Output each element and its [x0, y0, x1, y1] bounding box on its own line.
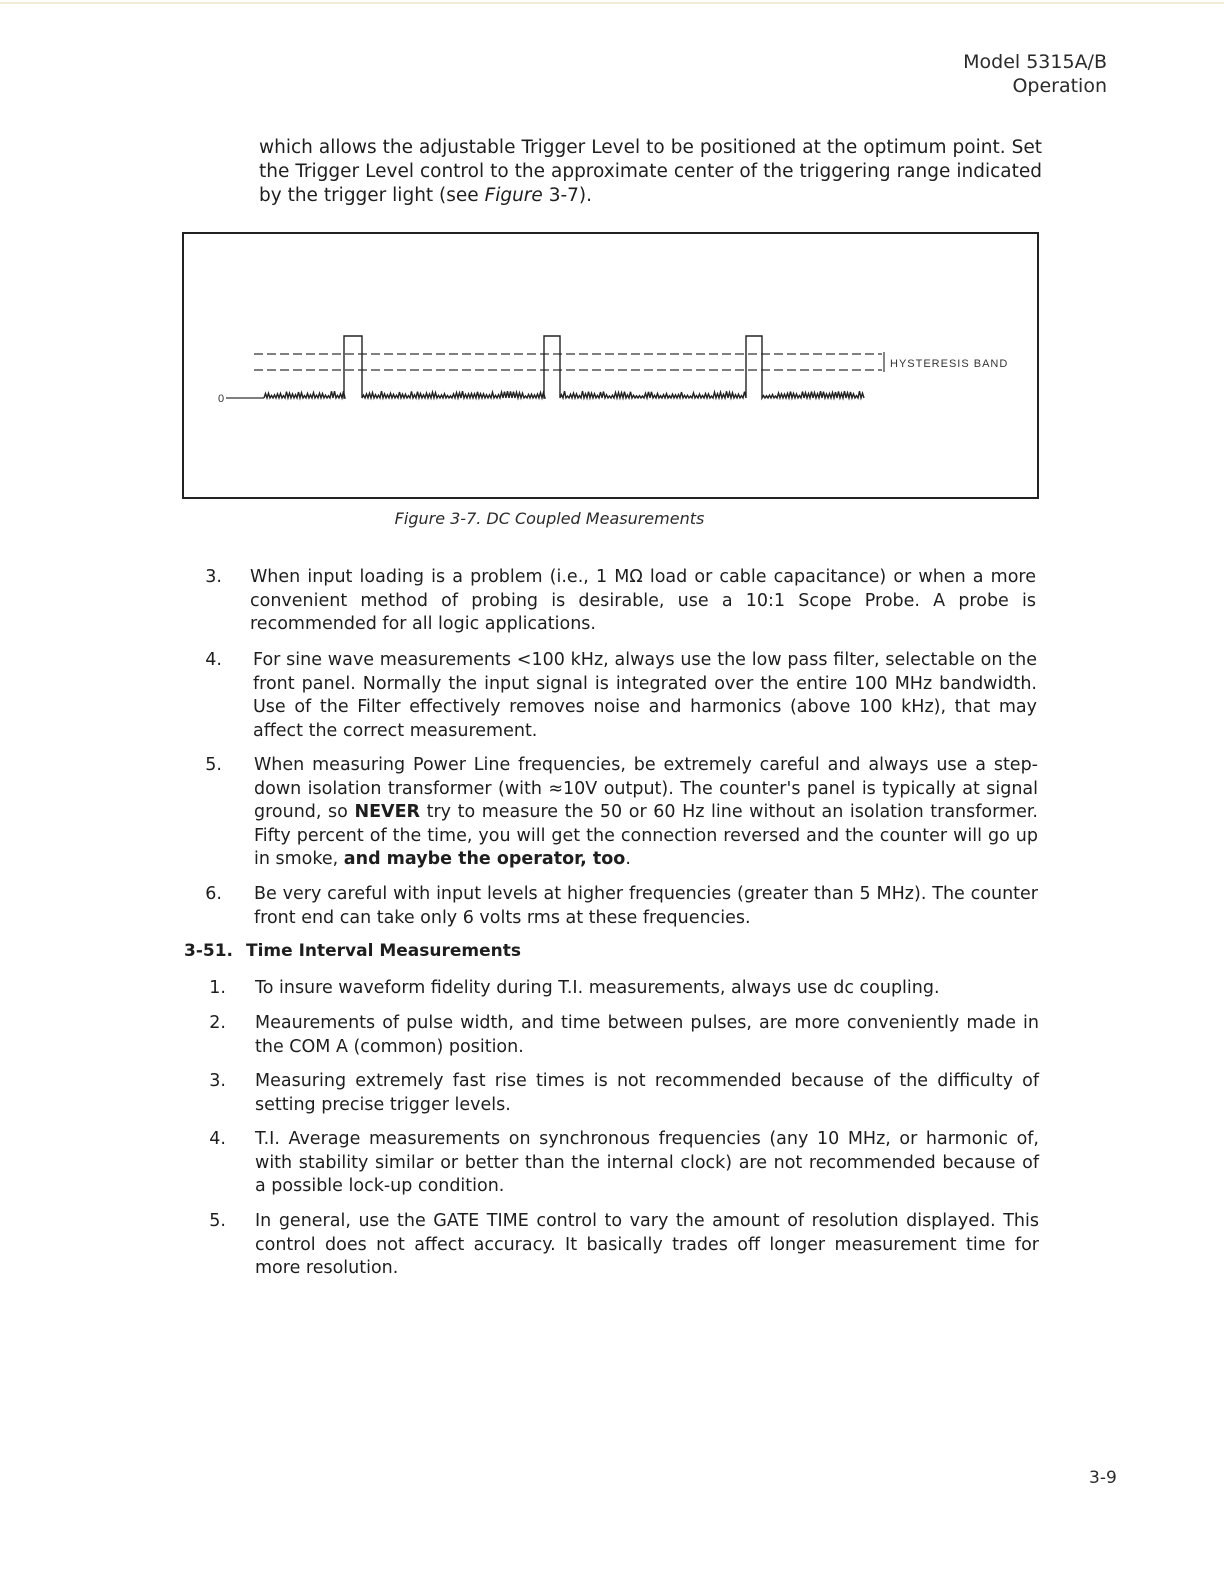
- hysteresis-band-label: HYSTERESIS BAND: [890, 358, 1009, 370]
- list-a-number-6: 6.: [205, 884, 222, 904]
- list-b-number-5: 5.: [209, 1211, 226, 1231]
- figure-3-7-frame: [182, 232, 1039, 499]
- section-title: Time Interval Measurements: [246, 941, 521, 961]
- page-header: [963, 50, 1107, 98]
- list-a-item-5-bold-operator: and maybe the operator, too: [343, 849, 626, 869]
- list-b-number-2: 2.: [209, 1013, 226, 1033]
- list-b-number-4: 4.: [209, 1129, 226, 1149]
- page-number: 3-9: [1089, 1468, 1117, 1488]
- header-section: Operation: [1012, 75, 1107, 97]
- header-model: Model 5315A/B: [963, 51, 1107, 73]
- list-a-item-5-text-1: When measuring Power Line frequencies, be extremely careful and always use a step-down isolation transformer (with ≈10V output). The counter's panel is typically at signal ground, so: [254, 755, 1038, 822]
- list-b-number-1: 1.: [209, 978, 226, 998]
- list-b-item-5: In general, use the GATE TIME control to vary the amount of resolution displayed. This control does not affect accuracy. It basically trades off longer measurement time for more resolution.: [255, 1211, 1039, 1278]
- list-b-item-1: To insure waveform fidelity during T.I. measurements, always use dc coupling.: [255, 978, 940, 998]
- list-a-item-5-text-3: .: [625, 849, 631, 869]
- list-a-item-5-text-2: try to measure the 50 or 60 Hz line without an isolation transformer. Fifty percent of the time, you will get the connection reversed and the counter will go up in smoke,: [254, 802, 1038, 869]
- list-a-number-5: 5.: [205, 755, 222, 775]
- list-a-item-4: For sine wave measurements <100 kHz, always use the low pass filter, selectable on the front panel. Normally the input signal is integrated over the entire 100 MHz bandwidth. Use of the Filter effectively removes noise and harmonics (above 100 kHz), that may affect the correct measurement.: [253, 650, 1037, 741]
- list-a-item-5: [254, 754, 1038, 872]
- zero-label: 0: [218, 393, 225, 405]
- list-b-item-2: Meaurements of pulse width, and time between pulses, are more conveniently made in the COM A (common) position.: [255, 1013, 1039, 1057]
- waveform-diagram: [184, 234, 1037, 497]
- list-a-item-3: When input loading is a problem (i.e., 1 MΩ load or cable capacitance) or when a more convenient method of probing is desirable, use a 10:1 Scope Probe. A probe is recommended for all logic applications.: [250, 567, 1036, 634]
- figure-caption: Figure 3-7. DC Coupled Measurements: [394, 509, 705, 528]
- list-a-item-5-bold-never: NEVER: [354, 802, 421, 822]
- list-b-item-3: Measuring extremely fast rise times is not recommended because of the difficulty of setting precise trigger levels.: [255, 1071, 1039, 1115]
- intro-figure-ref: Figure: [484, 185, 543, 206]
- list-a-number-4: 4.: [205, 650, 222, 670]
- list-a-item-6: Be very careful with input levels at higher frequencies (greater than 5 MHz). The counter front end can take only 6 volts rms at these frequencies.: [254, 884, 1038, 928]
- intro-paragraph: [259, 136, 1042, 208]
- list-b-item-4: T.I. Average measurements on synchronous frequencies (any 10 MHz, or harmonic of, with stability similar or better than the internal clock) are not recommended because of a possible lock-up condition.: [255, 1129, 1039, 1196]
- list-b-number-3: 3.: [209, 1071, 226, 1091]
- intro-text-before: which allows the adjustable Trigger Level to be positioned at the optimum point. Set the Trigger Level control to the approximate center of the triggering range indicated by the trigger light (see: [259, 137, 1042, 206]
- list-a-number-3: 3.: [205, 567, 222, 587]
- intro-text-after: 3-7).: [542, 185, 593, 206]
- section-heading-3-51: [184, 941, 521, 961]
- noisy-signal-waveform: [264, 336, 864, 398]
- top-edge-rule: [0, 2, 1224, 4]
- section-number: 3-51.: [184, 941, 233, 961]
